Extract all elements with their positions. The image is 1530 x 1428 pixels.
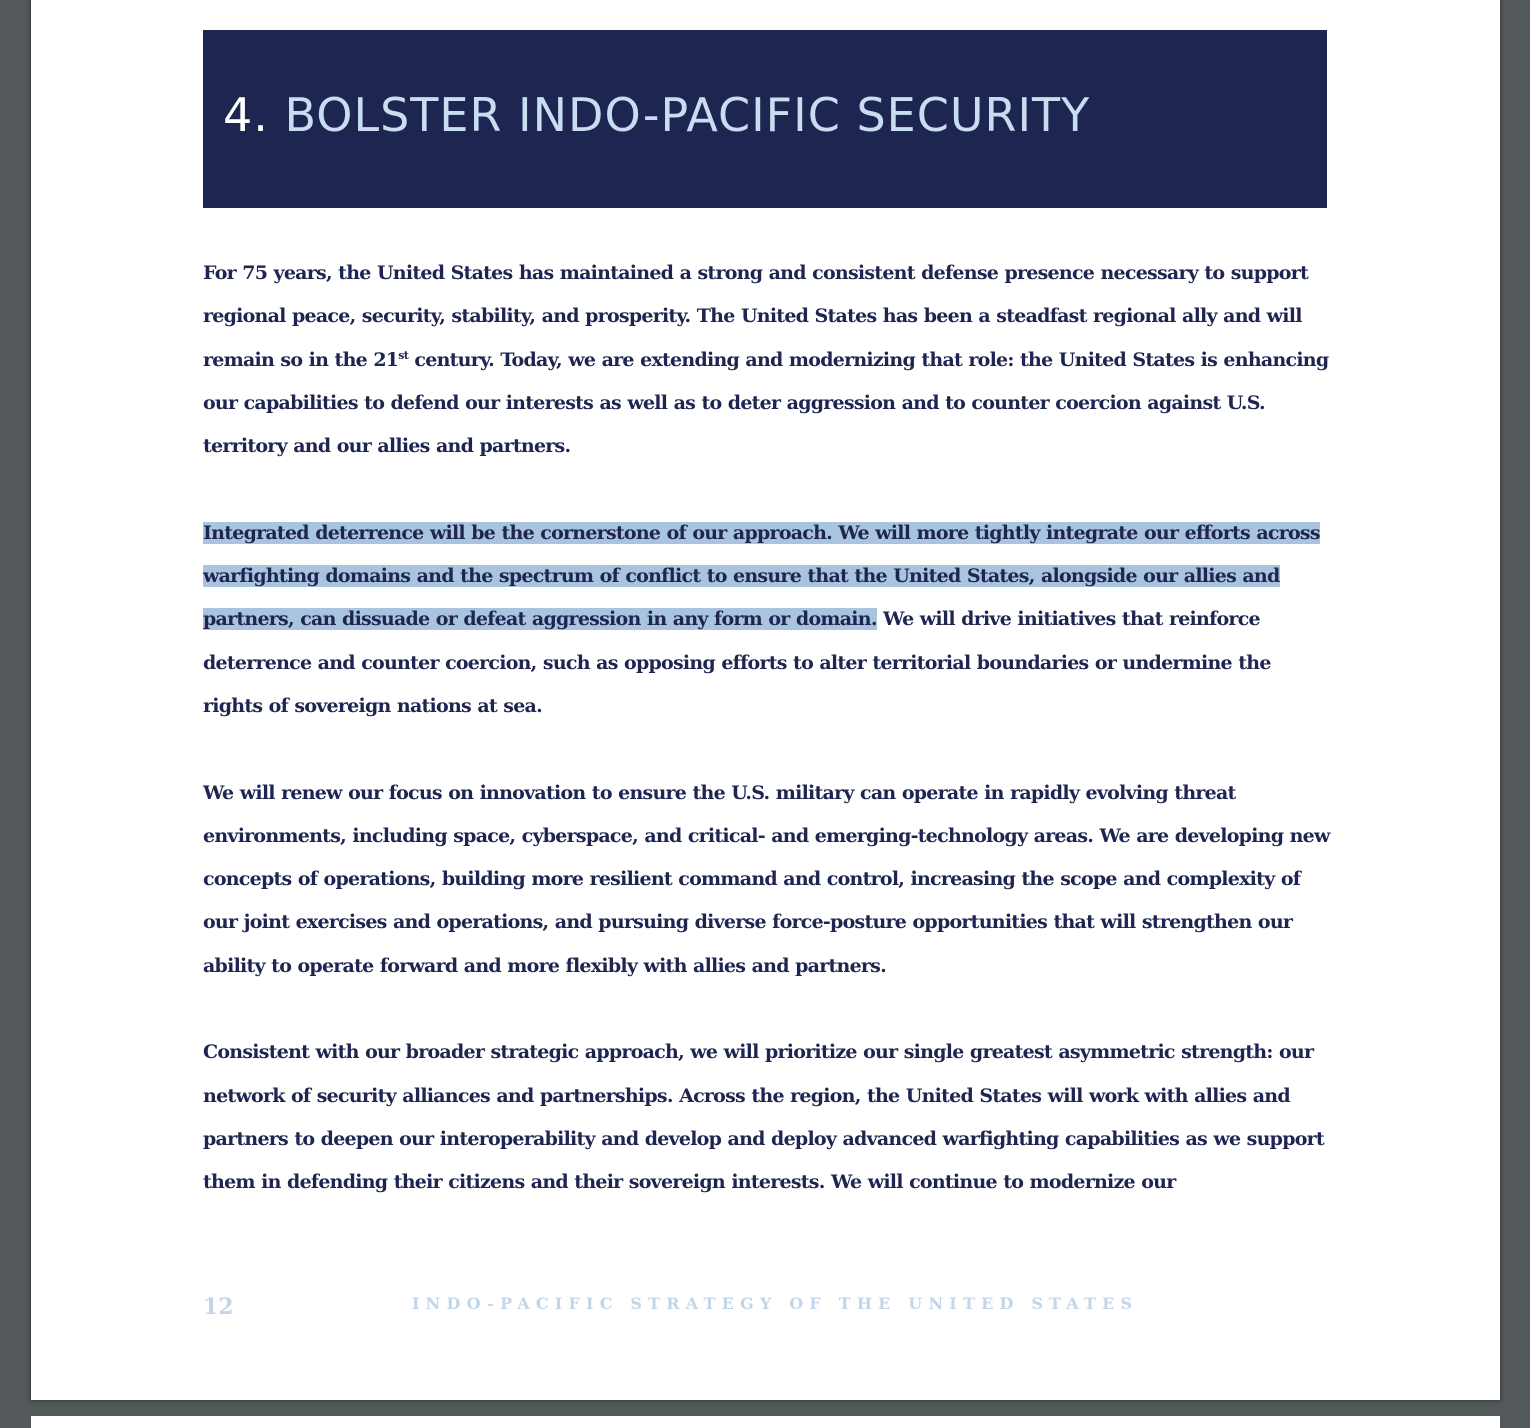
paragraph-2[interactable] [203,512,1333,728]
section-title: BOLSTER INDO-PACIFIC SECURITY [284,88,1091,142]
paragraph-2-text-rest: We will drive initiatives that reinforce deterrence and counter coercion, such as opposing efforts to alter territorial boundaries or undermine the rights of sovereign nations at sea. [203,608,1271,717]
section-number: 4. [223,88,269,142]
paragraph-4[interactable]: Consistent with our broader strategic approach, we will prioritize our single greatest asymmetric strength: our network of security alliances and partnerships. Across the region, the United States will work with allies and partners to deepen our interoperability and develop and deploy advanced warfighting capabilities as we support them in defending their citizens and their sovereign interests. We will continue to modernize our [203,1041,1324,1194]
paragraph-1[interactable] [203,252,1333,468]
body-text[interactable] [203,252,1333,1248]
running-footer-title: INDO-PACIFIC STRATEGY OF THE UNITED STATES [412,1294,1139,1313]
section-heading-banner [203,30,1327,208]
paragraph-3[interactable]: We will renew our focus on innovation to ensure the U.S. military can operate in rapidly evolving threat environments, including space, cyberspace, and critical- and emerging-technology areas. We are developing new concepts of operations, building more resilient command and control, increasing the scope and complexity of our joint exercises and operations, and pursuing diverse force-posture opportunities that will strengthen our ability to operate forward and more flexibly with allies and partners. [203,781,1330,977]
ordinal-superscript: st [398,348,409,362]
paragraph-1-text-end: century. Today, we are extending and modernizing that role: the United States is enhancing our capabilities to defend our interests as well as to deter aggression and to counter coercion against U.S. territory and our allies and partners. [203,348,1329,458]
paragraph-1-text-start: For 75 years, the United States has maintained a strong and consistent defense presence necessary to support regional peace, security, stability, and prosperity. The United States has been a steadfast regional ally and will remain so in the 21 [203,262,1309,371]
page-number: 12 [203,1294,234,1320]
document-page[interactable] [31,0,1500,1400]
section-heading [223,88,1090,143]
text-selection-highlight[interactable]: Integrated deterrence will be the cornerstone of our approach. We will more tightly integrate our efforts across warfighting domains and the spectrum of conflict to ensure that the United States, alongside our allies and partners, can dissuade or defeat aggression in any form or domain. [203,521,1320,631]
next-page-edge[interactable] [31,1416,1500,1428]
